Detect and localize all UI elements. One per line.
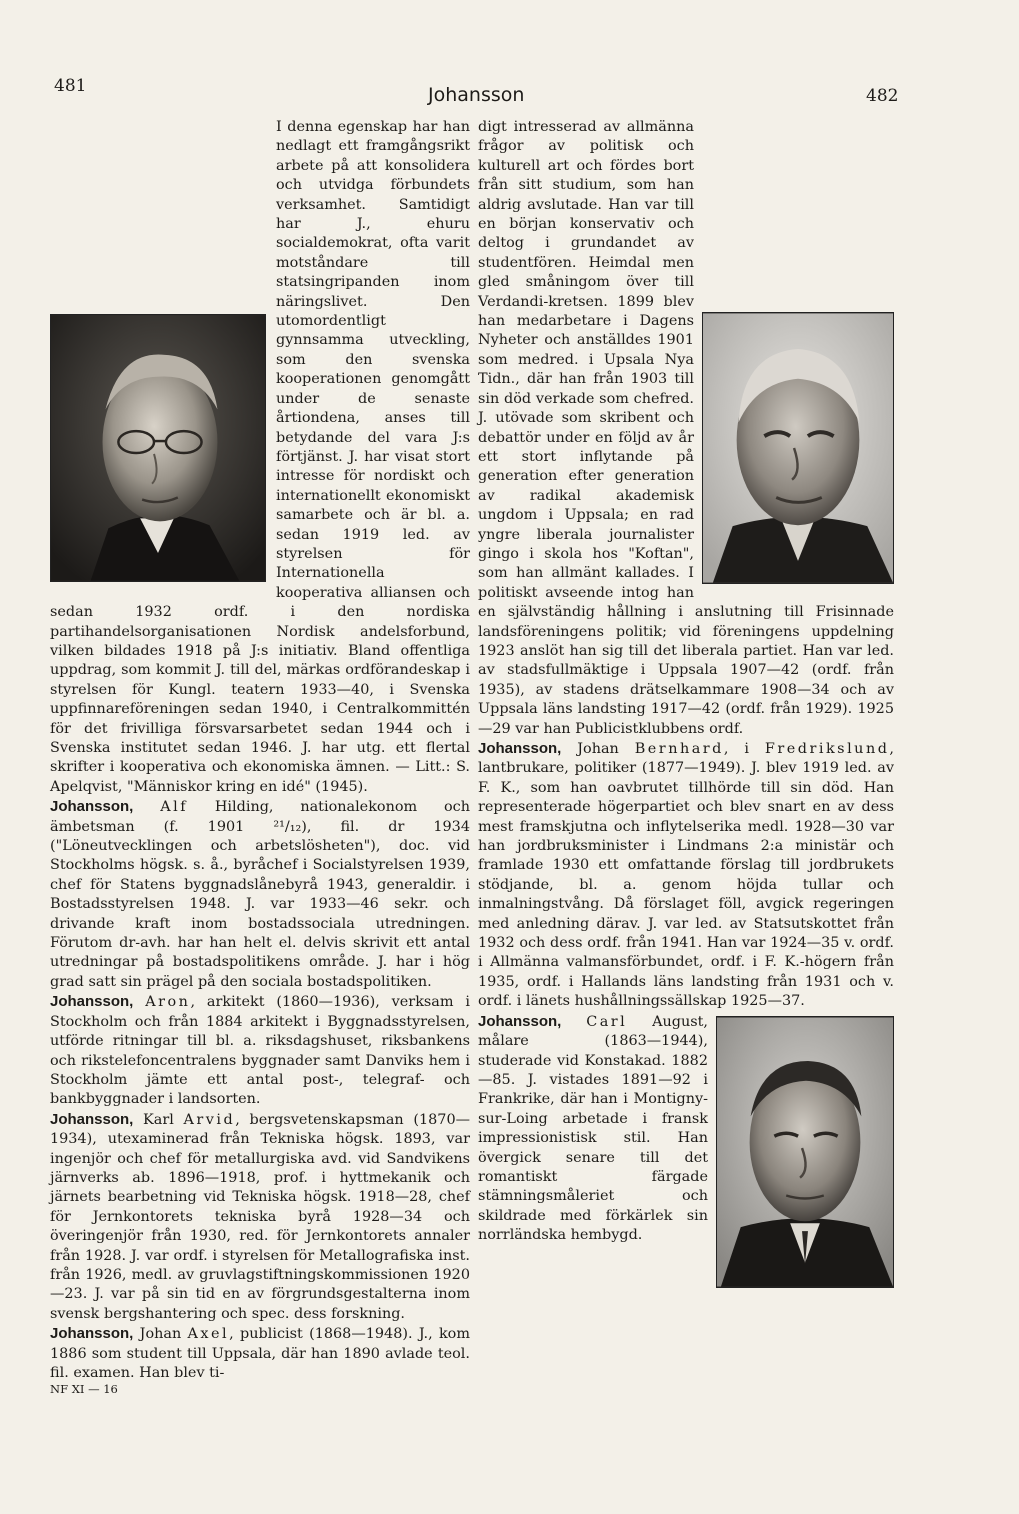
page-number-right: 482 — [866, 86, 899, 106]
entry-bernhard-place: Fredrikslund — [764, 741, 890, 757]
entry-axel-text: , publicist (1868—1948). J., kom 1886 som student till Uppsala, där han 1890 avlade teol. fil. examen. Han blev ti- — [50, 1326, 470, 1381]
page-number-left: 481 — [54, 76, 87, 96]
entry-carl-name: Carl — [586, 1013, 628, 1030]
portrait-man-glasses — [51, 315, 265, 581]
right-column — [478, 118, 894, 1388]
entry-aron — [50, 992, 470, 1109]
entry-bernhard — [478, 739, 894, 1012]
signature-footer: NF XI — 16 — [50, 1382, 118, 1396]
portrait-photo-right-top — [702, 312, 894, 584]
entry-arvid-firstname: Karl — [133, 1111, 184, 1128]
entry-alf-heading: Johansson, — [50, 798, 134, 816]
page-header — [0, 0, 1019, 110]
running-title: Johansson — [428, 84, 525, 106]
portrait-photo-left — [50, 314, 266, 582]
entry-axel-firstname: Johan — [133, 1326, 188, 1343]
entry-alf — [50, 797, 470, 992]
entry-axel-continued: digt intresserad av allmänna frågor av politisk och kulturell art och fördes bort från sitt studium, som han aldrig avslutade. Han var till en början konservativ och deltog i grundandet av studentfören. Heimdal men gled småningom över till Verdandi-kretsen. 1899 blev han medarbetare i Dagens Nyheter och anställdes 1901 som medred. i Upsala Nya Tidn., där han från 1903 till sin död verkade som chefred. J. utövade som skribent och debattör under en följd av år ett stort inflytande på generation efter generation av radikal akademisk ungdom i Uppsala; en rad yngre liberala journalister gingo i skola hos "Koftan", som han allmänt kallades. I politiskt avseende intog han en självständig hållning i anslutning till Frisinnade landsföreningens politik; vid föreningens uppdelning 1923 anslöt han sig till det liberala partiet. Han var led. av stadsfullmäktige i Uppsala 1907—42 (ordf. från 1935), av stadens drätselkammare 1908—34 och av Uppsala läns landsting 1917—42 (ordf. från 1929). 1925—29 var han Publicistklubbens ordf. — [478, 119, 894, 737]
entry-aron-name: Aron — [145, 994, 191, 1011]
portrait-photo-right-bottom — [716, 1016, 894, 1288]
entry-carl-heading: Johansson, — [478, 1012, 562, 1030]
entry-axel — [50, 1324, 470, 1383]
portrait-man-suit — [717, 1017, 893, 1287]
entry-aron-text: , arkitekt (1860—1936), verksam i Stockholm och från 1884 arkitekt i Byggnadsstyrelsen, utförde ritningar till bl. a. riksdagshuset, riksbankens och rikstelefoncentralens byggnader samt Danviks hem i Stockholm jämte ett antal post-, telegraf- och bankbyggnader i landsorten. — [50, 994, 470, 1108]
entry-intro-text: I denna egenskap har han nedlagt ett framgångsrikt arbete på att konsolidera och utvidga förbundets verksamhet. Samtidigt har J., ehuru socialdemokrat, ofta varit motståndare till statsingripanden inom näringslivet. Den utomordentligt gynnsamma utveckling, som den svenska kooperationen genomgått under de senaste årtiondena, anses till betydande del vara J:s förtjänst. J. har visat stort intresse för nordiskt och internationellt ekonomiskt samarbete och är bl. a. sedan 1919 led. av styrelsen för Internationella kooperativa alliansen och sedan 1932 ordf. i den nordiska partihandelsorganisationen Nordisk andelsforbund, vilken bildades 1918 på J:s initiativ. Bland offentliga uppdrag, som kommit J. till del, märkas ordförandeskap i styrelsen för Kungl. teatern 1933—40, i Svenska uppfinnareföreningen sedan 1940, i Centralkommittén för det frivilliga försvarsarbetet sedan 1944 och i Svenska institutet sedan 1946. J. har utg. ett flertal skrifter i kooperativa och ekonomiska ämnen. — Litt.: S. Apelqvist, "Människor kring en idé" (1945). — [50, 119, 470, 795]
entry-bernhard-firstname: Johan — [561, 741, 635, 757]
entry-bernhard-sep: , i — [723, 741, 765, 757]
entry-bernhard-text: , lantbrukare, politiker (1877—1949). J. blev 1919 led. av F. K., som han oavbrutet tillhörde till sin död. Han representerade högerpartiet och blev snart en av dess mest framskjutna och inflytelserika medl. 1928—30 var han jordbruksminister i Lindmans 2:a ministär och framlade 1930 ett omfattande förslag till jordbrukets stödjande, bl. a. genom höjda tullar och inmalningstvång. Då förslaget föll, avgick regeringen med anledning därav. J. var led. av Statsutskottet från 1932 och dess ordf. från 1941. Han var 1924—35 v. ordf. i Allmänna valmansförbundet, ordf. i F. K.-högern från 1935, ordf. i Hallands läns landsting från 1931 och v. ordf. i länets hushållningssällskap 1925—37. — [478, 741, 894, 1010]
entry-axel-heading: Johansson, — [50, 1325, 134, 1343]
entry-aron-heading: Johansson, — [50, 993, 134, 1011]
entry-arvid-heading: Johansson, — [50, 1110, 134, 1128]
entry-alf-name: Alf — [160, 799, 189, 816]
entry-arvid-name: Arvid — [183, 1111, 236, 1128]
entry-alf-text: Hilding, nationalekonom och ämbetsman (f. 1901 ²¹/₁₂), fil. dr 1934 ("Löneutvecklingen och arbetslösheten"), doc. vid Stockholms högsk. s. å., byråchef i Socialstyrelsen 1939, chef för Statens byggnadslånebyrå 1943, generaldir. i Bostadsstyrelsen 1948. J. var 1933—46 sekr. och drivande kraft inom bostadssociala utredningen. Förutom dr-avh. har han helt el. delvis skrivit ett antal utredningar på bostadspolitikens område. J. har i hög grad satt sin prägel på den sociala bostadspolitiken. — [50, 799, 470, 990]
portrait-elderly-man — [703, 313, 893, 583]
entry-bernhard-heading: Johansson, — [478, 740, 562, 757]
entry-arvid — [50, 1110, 470, 1324]
entry-arvid-text: , bergsvetenskapsman (1870—1934), utexaminerad från Tekniska högsk. 1893, var ingenjör och chef för metallurgiska avd. vid Sandvikens järnverks ab. 1896—1918, prof. i hyttmekanik och järnets bearbetning vid Tekniska högsk. 1918—28, chef för Jernkontorets tekniska byrå 1928—34 och överingenjör från 1930, red. för Jernkontorets annaler från 1928. J. var ordf. i styrelsen för Metallografiska inst. från 1926, medl. av gruvlagstiftningskommissionen 1920—23. J. var på sin tid en av förgrundsgestalterna inom svensk bergshantering och spec. dess forskning. — [50, 1111, 470, 1322]
entry-bernhard-name: Bernhard — [634, 741, 724, 757]
entry-carl-text: August, målare (1863—1944), studerade vid Konstakad. 1882—85. J. vistades 1891—92 i Frankrike, där han i Montigny-sur-Loing arbetade i fransk impressionistisk stil. Han övergick senare till det romantiskt färgade stämningsmåleriet och skildrade med förkärlek sin norrländska hembygd. — [478, 1013, 708, 1244]
left-column — [50, 118, 470, 1381]
entry-axel-name: Axel — [187, 1326, 230, 1343]
